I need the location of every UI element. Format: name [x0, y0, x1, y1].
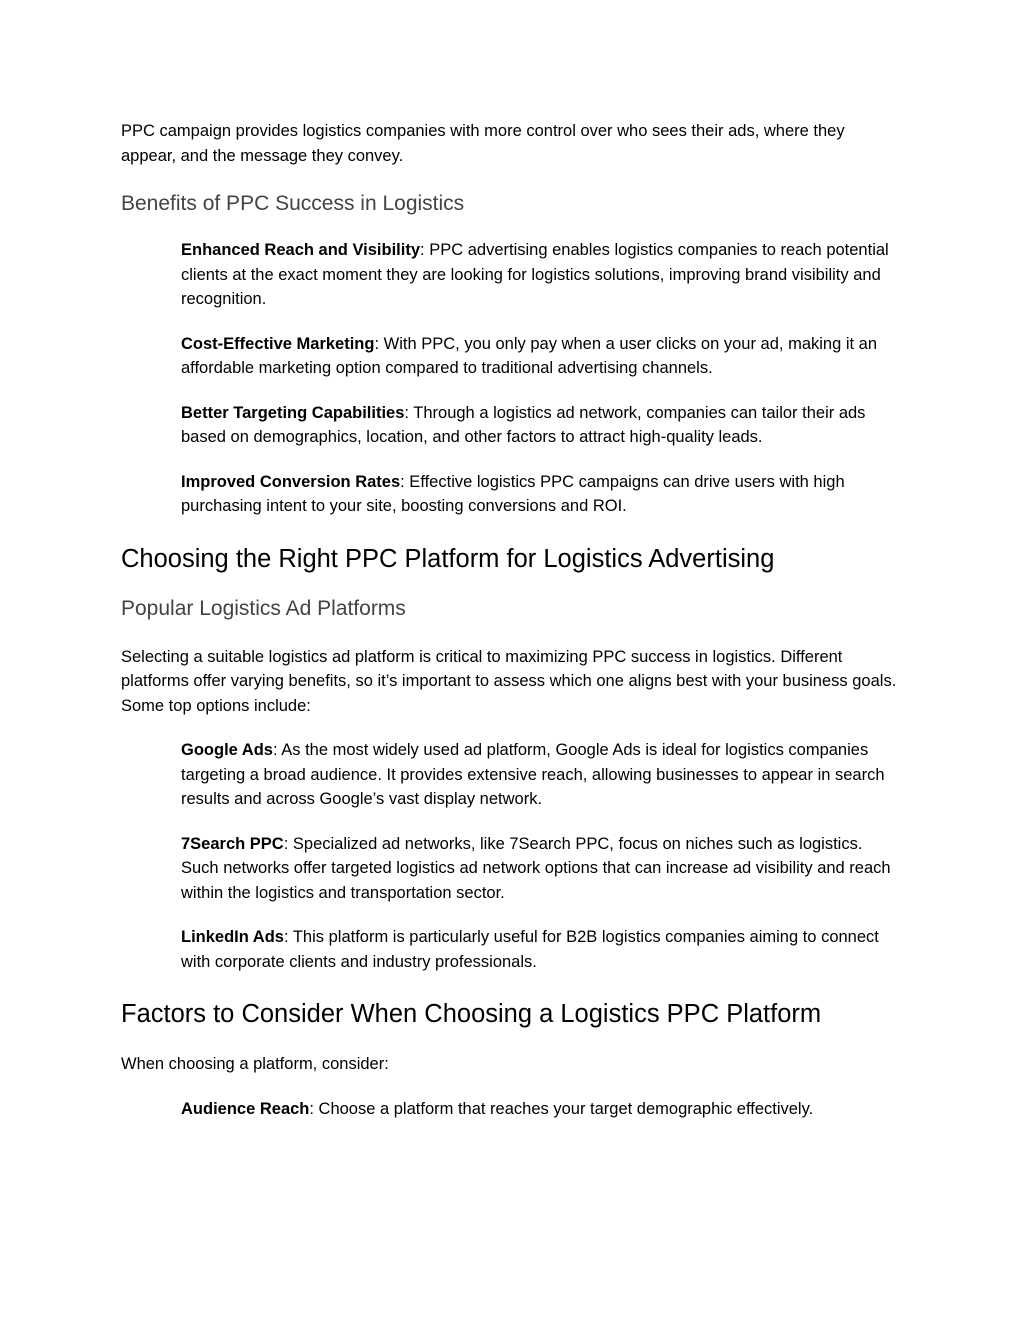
- factors-paragraph: When choosing a platform, consider:: [121, 1055, 389, 1073]
- platform-text: : Specialized ad networks, like 7Search PPC, focus on niches such as logistics. Such networks offer targeted logistics ad network options that can increase ad visibility and reach within the logistics and transportation sector.: [181, 834, 891, 902]
- platform-text: : This platform is particularly useful for B2B logistics companies aiming to connect with corporate clients and industry professionals.: [181, 928, 879, 971]
- platform-term: 7Search PPC: [181, 834, 284, 853]
- choosing-heading: Choosing the Right PPC Platform for Logistics Advertising: [121, 544, 775, 573]
- benefit-item: [181, 401, 901, 450]
- benefit-text: : Through a logistics ad network, companies can tailor their ads based on demographics, location, and other factors to attract high-quality leads.: [181, 403, 866, 446]
- platforms-paragraph: Selecting a suitable logistics ad platform is critical to maximizing PPC success in logistics. Different platforms offer varying benefits, so it’s important to assess which one aligns best with your business goals. Some top options include:: [121, 647, 897, 715]
- benefit-item: [181, 332, 901, 381]
- benefits-heading: Benefits of PPC Success in Logistics: [121, 192, 465, 215]
- benefit-term: Enhanced Reach and Visibility: [181, 241, 421, 259]
- benefit-item: [181, 238, 901, 312]
- factor-text: : Choose a platform that reaches your target demographic effectively.: [309, 1099, 814, 1118]
- platform-term: Google Ads: [181, 741, 273, 759]
- factors-heading: Factors to Consider When Choosing a Logistics PPC Platform: [121, 1000, 822, 1028]
- benefit-text: : Effective logistics PPC campaigns can drive users with high purchasing intent to your site, boosting conversions and ROI.: [181, 472, 845, 515]
- document-page: [121, 119, 901, 1121]
- intro-paragraph: PPC campaign provides logistics companies with more control over who sees their ads, where they appear, and the message they convey.: [121, 122, 845, 165]
- factor-item: [181, 1097, 901, 1122]
- platform-item: [181, 925, 901, 974]
- benefit-text: : PPC advertising enables logistics companies to reach potential clients at the exact moment they are looking for logistics solutions, improving brand visibility and recognition.: [181, 241, 889, 308]
- platform-item: [181, 738, 901, 812]
- platforms-subheading: Popular Logistics Ad Platforms: [121, 596, 406, 620]
- benefit-term: Improved Conversion Rates: [181, 472, 401, 491]
- benefit-term: Cost-Effective Marketing: [181, 334, 375, 353]
- benefit-term: Better Targeting Capabilities: [181, 403, 405, 422]
- platform-item: [181, 832, 901, 906]
- platform-term: LinkedIn Ads: [181, 928, 284, 946]
- factor-term: Audience Reach: [181, 1099, 310, 1118]
- platform-text: : As the most widely used ad platform, Google Ads is ideal for logistics companies targeting a broad audience. It provides extensive reach, allowing businesses to appear in search results and across Google’s vast display network.: [181, 741, 885, 808]
- benefit-text: : With PPC, you only pay when a user clicks on your ad, making it an affordable marketing option compared to traditional advertising channels.: [181, 334, 878, 377]
- benefit-item: [181, 470, 901, 519]
